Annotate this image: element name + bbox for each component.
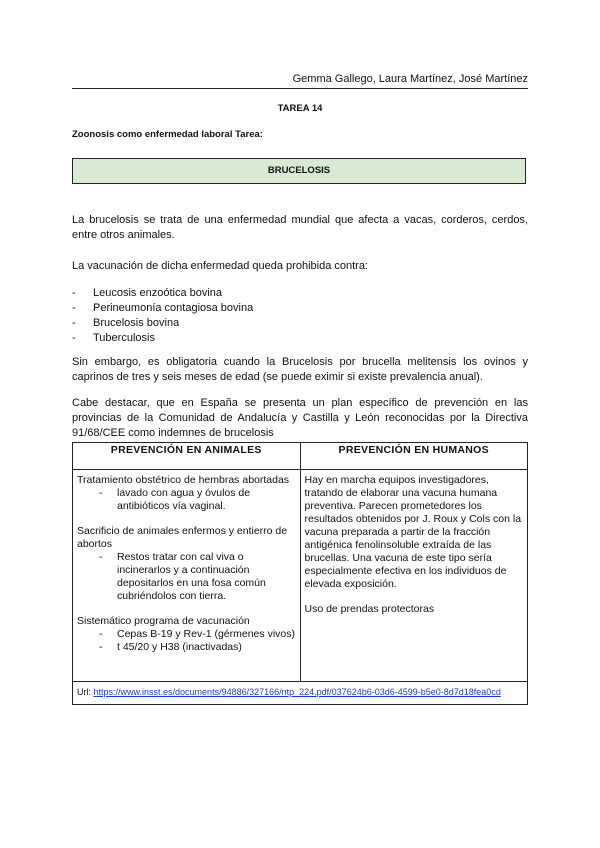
block-text: Sacrificio de animales enfermos y entierro de abortos (77, 525, 288, 550)
list-item: - Tuberculosis (72, 331, 253, 346)
animals-block (77, 615, 296, 654)
subtitle: Zoonosis como enfermedad laboral Tarea: (72, 129, 263, 140)
disease-list (72, 286, 253, 346)
block-text: Tratamiento obstétrico de hembras abortadas (77, 474, 290, 486)
humans-text: Hay en marcha equipos investigadores, tratando de elaborar una vacuna humana preventiva. Parecen prometedores los resultados obtenidos por J. Roux y Cols con la vacuna preparada a partir de la fracción antigénica fenolinsoluble extraída de las brucellas. Una vacuna de este tipo sería especialmente efectiva en los individuos de elevada exposición. (304, 474, 522, 590)
obligatory-paragraph: Sin embargo, es obligatoria cuando la Brucelosis por brucella melitensis los ovinos y caprinos de tres y seis meses de edad (se puede eximir si existe prevalencia anual). (72, 356, 528, 383)
url-label: Url: (77, 687, 91, 697)
vaccination-intro: La vacunación de dicha enfermedad queda prohibida contra: (72, 260, 368, 272)
list-item: - Brucelosis bovina (72, 316, 253, 331)
url-row (73, 682, 528, 705)
animals-block (77, 525, 296, 603)
humans-cell (300, 470, 528, 682)
authors: Gemma Gallego, Laura Martínez, José Martínez (292, 73, 528, 85)
header-divider (72, 88, 528, 89)
block-item: - Cepas B-19 y Rev-1 (gérmenes vivos) (77, 628, 296, 641)
topic-banner: BRUCELOSIS (72, 158, 526, 184)
intro-paragraph: La brucelosis se trata de una enfermedad mundial que afecta a vacas, corderos, cerdos, entre otros animales. (72, 214, 528, 241)
block-item: - t 45/20 y H38 (inactivadas) (77, 641, 296, 654)
list-item: - Perineumonía contagiosa bovina (72, 301, 253, 316)
task-title: TAREA 14 (277, 103, 323, 114)
animals-block (77, 474, 296, 513)
block-item: - lavado con agua y óvulos de antibióticos vía vaginal. (77, 487, 296, 513)
block-text: Sistemático programa de vacunación (77, 615, 250, 627)
header-humans: PREVENCIÓN EN HUMANOS (300, 443, 528, 470)
spain-paragraph: Cabe destacar, que en España se presenta un plan específico de prevención en las provincias de la Comunidad de Andalucía y Castilla y León reconocidas por la Directiva 91/68/CEE como indemnes de brucelosis (72, 397, 528, 439)
source-link[interactable]: https://www.insst.es/documents/94886/327166/ntp_224.pdf/037624b6-03d6-4599-b5e0-8d7d18fea0cd (93, 687, 501, 697)
header-animals: PREVENCIÓN EN ANIMALES (73, 443, 301, 470)
list-item: - Leucosis enzoótica bovina (72, 286, 253, 301)
animals-cell (73, 470, 301, 682)
humans-text: Uso de prendas protectoras (304, 603, 435, 615)
prevention-table (72, 442, 528, 705)
block-item: - Restos tratar con cal viva o incinerarlos y a continuación depositarlos en una fosa común cubriéndolos con tierra. (77, 551, 296, 603)
